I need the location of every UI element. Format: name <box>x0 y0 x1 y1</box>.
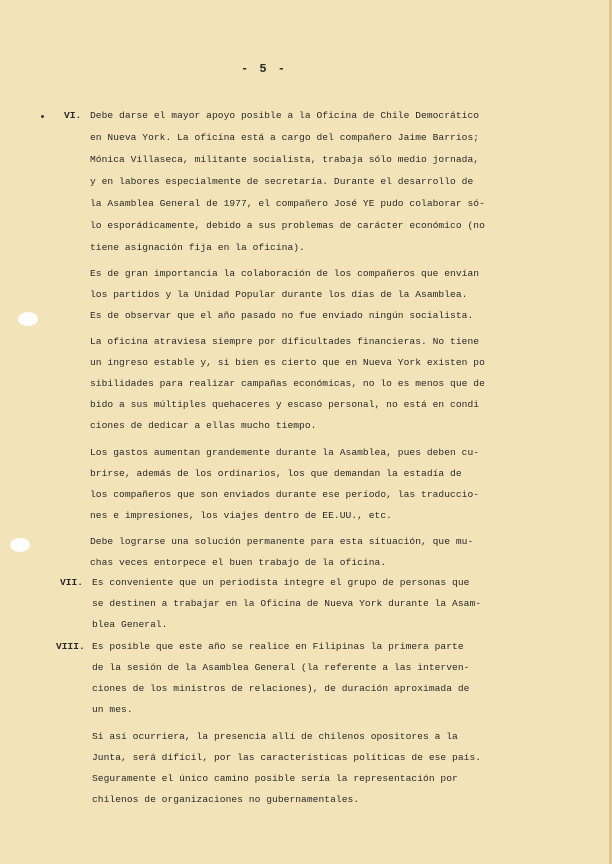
text-line: Es de observar que el año pasado no fue enviado ningún socialista. <box>90 310 474 321</box>
text-line: Si así ocurriera, la presencia allí de chilenos opositores a la <box>92 731 458 742</box>
text-line: ciones de dedicar a ellas mucho tiempo. <box>90 420 317 431</box>
text-line: de la sesión de la Asamblea General (la referente a las interven- <box>92 662 470 673</box>
page-number: - 5 - <box>240 62 287 76</box>
text-line: y en labores especialmente de secretaría. Durante el desarrollo de <box>90 176 474 187</box>
text-line: se destinen a trabajar en la Oficina de Nueva York durante la Asam- <box>92 598 482 609</box>
text-line: nes e impresiones, los viajes dentro de EE.UU., etc. <box>90 510 392 521</box>
text-line: Los gastos aumentan grandemente durante la Asamblea, pues deben cu- <box>90 447 480 458</box>
text-line: tiene asignación fija en la oficina). <box>90 242 305 253</box>
text-line: los partidos y la Unidad Popular durante los días de la Asamblea. <box>90 289 468 300</box>
text-line: Es de gran importancia la colaboración de los compañeros que envían <box>90 268 480 279</box>
text-line: Mónica Villaseca, militante socialista, trabaja sólo medio jornada, <box>90 154 480 165</box>
text-line: ciones de los ministros de relaciones), de duración aproximada de <box>92 683 470 694</box>
section-numeral-vi: VI. <box>64 110 82 121</box>
text-line: Es posible que este año se realice en Filipinas la primera parte <box>92 641 464 652</box>
text-line: brirse, además de los ordinarios, los que demandan la estadía de <box>90 468 462 479</box>
text-line: bido a sus múltiples quehaceres y escaso personal, no está en condi <box>90 399 480 410</box>
text-line: en Nueva York. La oficina está a cargo del compañero Jaime Barrios; <box>90 132 480 143</box>
text-line: Debe lograrse una solución permanente para esta situación, que mu- <box>90 536 474 547</box>
text-line: chilenos de organizaciones no gubernamentales. <box>92 794 360 805</box>
text-line: Junta, será difícil, por las características políticas de ese país. <box>92 752 482 763</box>
text-line: un mes. <box>92 704 133 715</box>
text-line: sibilidades para realizar campañas económicas, no lo es menos que de <box>90 378 485 389</box>
section-numeral-viii: VIII. <box>56 641 85 652</box>
punch-hole <box>10 538 30 552</box>
text-line: blea General. <box>92 619 168 630</box>
text-line: los compañeros que son enviados durante ese período, las traduccio- <box>90 489 480 500</box>
text-line: lo esporádicamente, debido a sus problemas de carácter económico (no <box>90 220 485 231</box>
punch-hole <box>18 312 38 326</box>
text-line: chas veces entorpece el buen trabajo de la oficina. <box>90 557 387 568</box>
text-line: Seguramente el único camino posible sería la representación por <box>92 773 458 784</box>
text-line: Debe darse el mayor apoyo posible a la Oficina de Chile Democrático <box>90 110 480 121</box>
text-line: un ingreso estable y, si bien es cierto que en Nueva York existen po <box>90 357 485 368</box>
section-numeral-vii: VII. <box>60 577 84 588</box>
stray-mark <box>41 115 44 118</box>
text-line: Es conveniente que un periodista integre el grupo de personas que <box>92 577 470 588</box>
text-line: la Asamblea General de 1977, el compañero José YE pudo colaborar só- <box>90 198 485 209</box>
text-line: La oficina atraviesa siempre por dificultades financieras. No tiene <box>90 336 480 347</box>
